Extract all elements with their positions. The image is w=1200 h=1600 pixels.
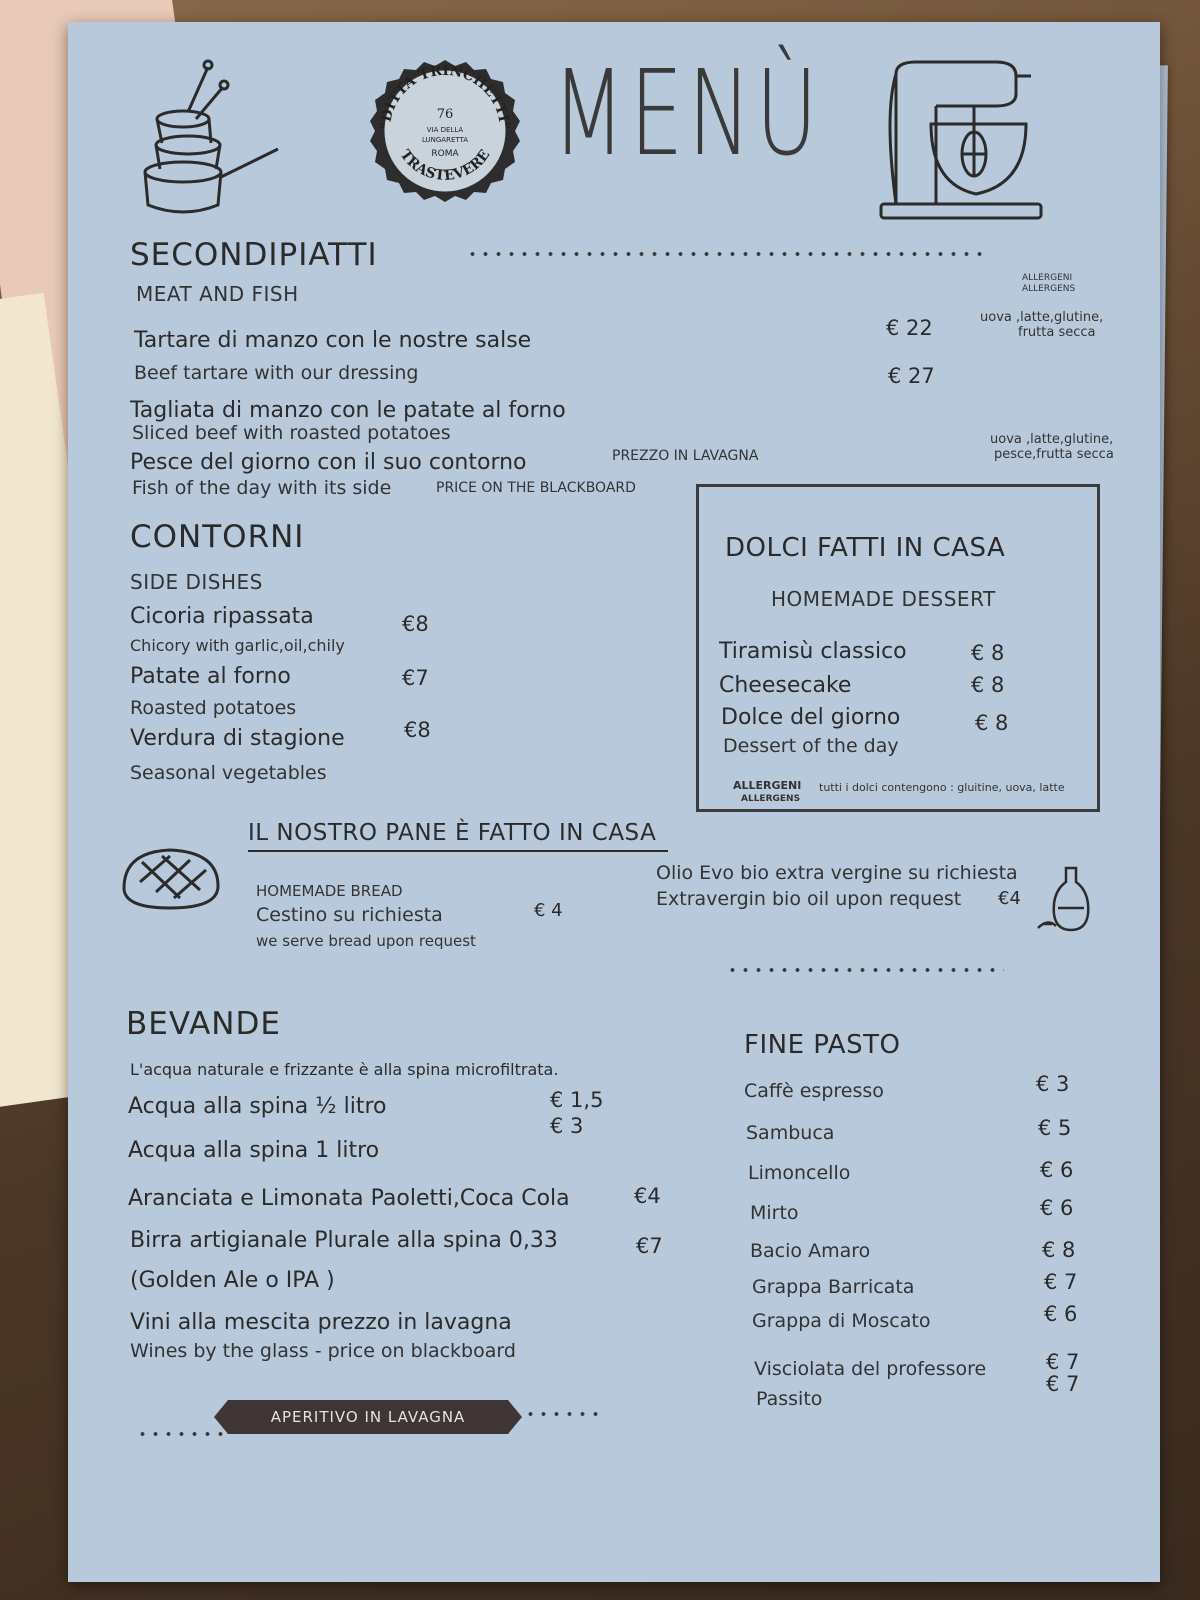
allergens-header-en: ALLERGENS: [1022, 284, 1076, 294]
logo-arc-bottom: TRASTEVERE: [396, 147, 494, 184]
pane-price: € 4: [534, 900, 563, 921]
allergens-text: pesce,frutta secca: [994, 447, 1114, 462]
section-divider: [466, 252, 986, 256]
menu-item-name: Verdura di stagione: [130, 726, 345, 751]
pane-title: IL NOSTRO PANE È FATTO IN CASA: [248, 820, 657, 846]
menu-item-price: € 8: [971, 641, 1005, 665]
drink-price: € 3: [550, 1114, 584, 1138]
digestif-item: Sambuca: [746, 1122, 835, 1144]
digestif-item: Passito: [756, 1388, 823, 1410]
menu-item-translation: Dessert of the day: [723, 735, 899, 757]
dolci-allergens-note: tutti i dolci contengono : gluitine, uova, latte: [819, 781, 1065, 794]
digestif-price: € 7: [1046, 1350, 1080, 1374]
menu-item-price: € 8: [975, 711, 1009, 735]
menu-item-name: Pesce del giorno con il suo contorno: [130, 450, 527, 475]
menu-item-translation: Beef tartare with our dressing: [134, 362, 419, 384]
pots-icon: [138, 57, 288, 217]
digestif-price: € 5: [1038, 1116, 1072, 1140]
pane-subtitle: HOMEMADE BREAD: [256, 882, 403, 900]
drink-item-translation: Wines by the glass - price on blackboard: [130, 1340, 516, 1362]
secondi-subtitle: MEAT AND FISH: [136, 282, 299, 306]
ditta-trinchetti-logo: [360, 52, 530, 212]
digestif-price: € 6: [1040, 1196, 1074, 1220]
menu-item-translation: Fish of the day with its side: [132, 477, 392, 499]
contorni-title: CONTORNI: [130, 519, 305, 555]
dolci-title: DOLCI FATTI IN CASA: [725, 533, 1006, 563]
section-divider: [524, 1412, 604, 1416]
allergens-text: uova ,latte,glutine,: [990, 432, 1114, 447]
menu-item-price: € 8: [971, 673, 1005, 697]
menu-item-price: € 27: [888, 364, 935, 388]
digestif-price: € 7: [1046, 1372, 1080, 1396]
pane-item-translation: we serve bread upon request: [256, 932, 476, 950]
menu-item-translation: Roasted potatoes: [130, 697, 297, 719]
section-divider: [726, 968, 1004, 972]
digestif-item: Bacio Amaro: [750, 1240, 871, 1262]
logo-city: ROMA: [431, 149, 459, 159]
digestif-item: Caffè espresso: [744, 1080, 884, 1102]
bevande-title: BEVANDE: [126, 1006, 281, 1042]
menu-item-name: Tiramisù classico: [719, 639, 907, 664]
allergens-label-it: ALLERGENI: [733, 779, 802, 792]
drink-item: Vini alla mescita prezzo in lavagna: [130, 1310, 512, 1335]
section-divider: [136, 1432, 226, 1436]
digestif-item: Limoncello: [748, 1162, 851, 1184]
contorni-subtitle: SIDE DISHES: [130, 570, 263, 594]
logo-number: 76: [436, 107, 454, 122]
logo-street-1: VIA DELLA: [426, 126, 464, 134]
menu-item-price: €8: [404, 718, 431, 742]
allergens-text: frutta secca: [1018, 325, 1096, 340]
menu-item-name: Tagliata di manzo con le patate al forno: [130, 398, 566, 423]
price-note: PREZZO IN LAVAGNA: [612, 448, 759, 464]
secondi-title: SECONDIPIATTI: [130, 237, 378, 273]
menu-item-price: € 22: [886, 316, 933, 340]
digestif-item: Grappa Barricata: [752, 1276, 915, 1298]
menu-item-name: Cheesecake: [719, 673, 852, 698]
digestif-price: € 8: [1042, 1238, 1076, 1262]
bevande-note: L'acqua naturale e frizzante è alla spina microfiltrata.: [130, 1060, 559, 1079]
drink-price: € 1,5: [550, 1088, 604, 1112]
digestif-item: Grappa di Moscato: [752, 1310, 931, 1332]
oil-item-translation: Extravergin bio oil upon request: [656, 888, 962, 910]
pane-underline: [248, 850, 668, 852]
dolci-subtitle: HOMEMADE DESSERT: [771, 587, 996, 611]
allergens-label-en: ALLERGENS: [741, 794, 801, 804]
menu-item-name: Patate al forno: [130, 664, 291, 689]
digestif-price: € 7: [1044, 1270, 1078, 1294]
menu-title: MENÙ: [552, 44, 823, 182]
oil-bottle-icon: [1036, 864, 1102, 936]
menu-item-price: €7: [402, 666, 429, 690]
price-note: PRICE ON THE BLACKBOARD: [436, 480, 636, 496]
digestif-price: € 6: [1044, 1302, 1078, 1326]
stand-mixer-icon: [876, 54, 1046, 224]
digestif-price: € 3: [1036, 1072, 1070, 1096]
dessert-box: [696, 484, 1100, 812]
drink-item: Acqua alla spina 1 litro: [128, 1138, 380, 1163]
pane-item: Cestino su richiesta: [256, 904, 443, 926]
menu-item-name: Dolce del giorno: [721, 705, 901, 730]
oil-item: Olio Evo bio extra vergine su richiesta: [656, 862, 1018, 884]
digestif-item: Mirto: [750, 1202, 799, 1224]
allergens-text: uova ,latte,glutine,: [980, 310, 1104, 325]
oil-price: €4: [998, 888, 1021, 909]
digestif-price: € 6: [1040, 1158, 1074, 1182]
menu-item-name: Tartare di manzo con le nostre salse: [134, 328, 532, 353]
menu-item-translation: Chicory with garlic,oil,chily: [130, 636, 345, 655]
menu-item-price: €8: [402, 612, 429, 636]
drink-price: €4: [634, 1184, 661, 1208]
drink-item: Birra artigianale Plurale alla spina 0,33: [130, 1228, 558, 1253]
logo-arc-top: "DITTA TRINCHETTI": [377, 62, 513, 131]
drink-item: Aranciata e Limonata Paoletti,Coca Cola: [128, 1186, 570, 1211]
allergens-header-it: ALLERGENI: [1022, 273, 1073, 283]
fine-pasto-title: FINE PASTO: [744, 1030, 901, 1060]
menu-item-translation: Sliced beef with roasted potatoes: [132, 422, 451, 444]
menu-item-translation: Seasonal vegetables: [130, 762, 327, 784]
logo-street-2: LUNGARETTA: [421, 136, 469, 144]
drink-item: Acqua alla spina ½ litro: [128, 1094, 387, 1119]
aperitivo-badge: APERITIVO IN LAVAGNA: [228, 1400, 508, 1434]
menu-item-name: Cicoria ripassata: [130, 604, 314, 629]
drink-item: (Golden Ale o IPA ): [130, 1268, 335, 1293]
digestif-item: Visciolata del professore: [754, 1358, 987, 1380]
bread-icon: [118, 842, 224, 914]
drink-price: €7: [636, 1234, 663, 1258]
menu-sheet: [68, 22, 1160, 1582]
